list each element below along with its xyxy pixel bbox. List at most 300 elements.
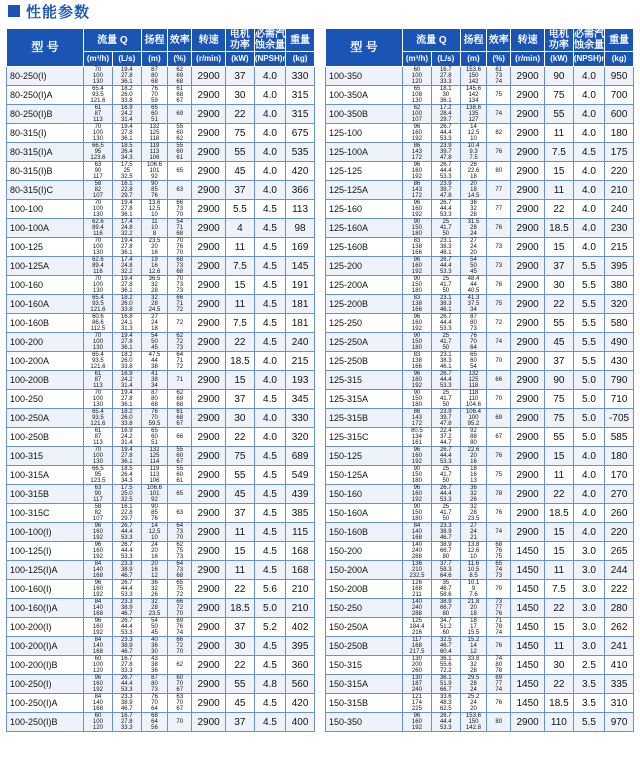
cell-model: 150-160 bbox=[326, 485, 403, 504]
cell-model: 100-350B bbox=[326, 105, 403, 124]
cell-e: 62 75 73 bbox=[168, 542, 192, 561]
header-npsh-unit: (NPSH)r bbox=[573, 52, 604, 67]
cell-s: 2900 bbox=[192, 542, 226, 561]
header-weight: 重量 bbox=[605, 29, 634, 52]
cell-e: 74 bbox=[487, 523, 511, 542]
cell-h: 41.3 37.5 34 bbox=[460, 295, 486, 314]
cell-q2: 26.7 44.4 53.3 bbox=[431, 314, 460, 333]
table-row bbox=[7, 200, 315, 219]
cell-s: 1450 bbox=[511, 542, 545, 561]
cell-model: 100-350 bbox=[326, 67, 403, 86]
cell-q1: 65.4 93.5 121.6 bbox=[84, 409, 113, 428]
cell-q1: 86 143 172 bbox=[403, 409, 432, 428]
cell-w: 335 bbox=[605, 675, 634, 694]
cell-n: 4.5 bbox=[254, 561, 285, 580]
cell-h: 36 32 28 bbox=[460, 200, 486, 219]
cell-h: 153.6 150 142.8 bbox=[460, 713, 486, 732]
cell-model: 125-200 bbox=[326, 257, 403, 276]
cell-q2: 26.7 44.4 53.3 bbox=[431, 713, 460, 732]
cell-q2: 26.7 44.4 53.3 bbox=[431, 124, 460, 143]
cell-s: 2900 bbox=[192, 580, 226, 599]
cell-model: 100-315C bbox=[7, 504, 84, 523]
table-row bbox=[7, 504, 315, 523]
cell-s: 2900 bbox=[192, 447, 226, 466]
cell-q1: 84 140 168 bbox=[403, 523, 432, 542]
table-row bbox=[326, 143, 634, 162]
cell-s: 2900 bbox=[192, 390, 226, 409]
header-eff-unit: (%) bbox=[487, 52, 511, 67]
cell-e: 55 60 61 bbox=[168, 143, 192, 162]
cell-n: 4.5 bbox=[254, 637, 285, 656]
header-flow-unit1: (m³/h) bbox=[84, 52, 113, 67]
cell-n: 4.0 bbox=[254, 371, 285, 390]
cell-w: 700 bbox=[605, 86, 634, 105]
cell-model: 125-315A bbox=[326, 390, 403, 409]
table-row bbox=[326, 466, 634, 485]
cell-e: 62 72 73 bbox=[168, 333, 192, 352]
cell-n: 4.5 bbox=[254, 466, 285, 485]
header-weight: 重量 bbox=[286, 29, 315, 52]
cell-w: 330 bbox=[286, 67, 315, 86]
page-title: 性能参数 bbox=[26, 2, 91, 21]
cell-n: 3.0 bbox=[573, 561, 604, 580]
cell-p: 30 bbox=[225, 409, 254, 428]
cell-q1: 65.4 93.5 121.6 bbox=[84, 352, 113, 371]
right-table bbox=[325, 28, 634, 732]
cell-e: 66 72 70 bbox=[168, 637, 192, 656]
cell-e: 76 bbox=[487, 143, 511, 162]
cell-model: 150-200 bbox=[326, 542, 403, 561]
cell-w: 210 bbox=[286, 599, 315, 618]
cell-e: 70 bbox=[168, 713, 192, 732]
cell-q2: 26.7 44.4 53.3 bbox=[431, 371, 460, 390]
cell-s: 1450 bbox=[511, 599, 545, 618]
cell-q1: 63 90 117 bbox=[84, 485, 113, 504]
cell-p: 15 bbox=[544, 238, 573, 257]
cell-h: 92 88 80 bbox=[460, 428, 486, 447]
cell-q1: 61 87 113 bbox=[84, 371, 113, 390]
cell-q1: 96 160 192 bbox=[84, 675, 113, 694]
cell-h: 65 60 54 bbox=[460, 352, 486, 371]
header-power: 电机功率 bbox=[225, 29, 254, 52]
cell-model: 80-315(I)A bbox=[7, 143, 84, 162]
cell-s: 2900 bbox=[192, 466, 226, 485]
cell-w: 970 bbox=[605, 713, 634, 732]
cell-e: 65 bbox=[168, 162, 192, 181]
cell-q1: 66.5 95 123.5 bbox=[84, 466, 113, 485]
cell-model: 125-160B bbox=[326, 238, 403, 257]
cell-s: 2900 bbox=[511, 390, 545, 409]
cell-e: 69 bbox=[487, 409, 511, 428]
cell-n: 4.0 bbox=[254, 428, 285, 447]
cell-q1: 65.4 93.5 121.6 bbox=[84, 295, 113, 314]
cell-q1: 84 140 168 bbox=[84, 694, 113, 713]
cell-model: 100-250(I)A bbox=[7, 694, 84, 713]
table-row bbox=[326, 580, 634, 599]
cell-s: 2900 bbox=[511, 67, 545, 86]
cell-w: 360 bbox=[286, 656, 315, 675]
table-row bbox=[326, 238, 634, 257]
cell-model: 125-125 bbox=[326, 162, 403, 181]
cell-s: 1450 bbox=[511, 637, 545, 656]
cell-s: 2900 bbox=[192, 67, 226, 86]
cell-s: 2900 bbox=[511, 371, 545, 390]
cell-w: 439 bbox=[286, 485, 315, 504]
cell-q2: 19.4 27.8 36.1 bbox=[112, 447, 141, 466]
table-row bbox=[326, 675, 634, 694]
cell-p: 45 bbox=[544, 333, 573, 352]
table-row bbox=[326, 428, 634, 447]
cell-q1: 65.4 93.5 121.6 bbox=[84, 86, 113, 105]
cell-e: 70 76 70 bbox=[168, 238, 192, 257]
cell-e: 65 74 73 bbox=[487, 561, 511, 580]
cell-n: 3.0 bbox=[573, 599, 604, 618]
table-row bbox=[7, 599, 315, 618]
cell-s: 2900 bbox=[192, 409, 226, 428]
cell-model: 125-160 bbox=[326, 200, 403, 219]
cell-p: 11 bbox=[225, 523, 254, 542]
cell-model: 150-315A bbox=[326, 675, 403, 694]
cell-h: 65 60 51 bbox=[141, 428, 167, 447]
cell-model: 100-100A bbox=[7, 219, 84, 238]
cell-w: 210 bbox=[286, 580, 315, 599]
cell-w: 315 bbox=[286, 105, 315, 124]
cell-model: 125-315 bbox=[326, 371, 403, 390]
cell-model: 80-250(I)A bbox=[7, 86, 84, 105]
cell-h: 11 10 8 bbox=[141, 219, 167, 238]
cell-q2: 18.2 26.0 33.8 bbox=[112, 352, 141, 371]
cell-q1: 70 100 130 bbox=[84, 333, 113, 352]
cell-q2: 17.4 24.8 32.2 bbox=[112, 257, 141, 276]
cell-q2: 26.7 44.4 53.3 bbox=[431, 447, 460, 466]
cell-w: 950 bbox=[605, 67, 634, 86]
cell-h: 27 24 18 bbox=[141, 314, 167, 333]
cell-s: 2900 bbox=[511, 200, 545, 219]
cell-n: 3.5 bbox=[573, 675, 604, 694]
cell-s: 1450 bbox=[511, 580, 545, 599]
cell-s: 1450 bbox=[511, 618, 545, 637]
cell-q1: 86 143 172 bbox=[403, 181, 432, 200]
cell-q1: 83 138 166 bbox=[403, 295, 432, 314]
cell-s: 2900 bbox=[192, 637, 226, 656]
cell-s: 2900 bbox=[511, 352, 545, 371]
cell-h: 10.4 9.3 7.5 bbox=[460, 143, 486, 162]
table-row bbox=[326, 523, 634, 542]
cell-n: 4.5 bbox=[254, 257, 285, 276]
header-speed-unit: (r/min) bbox=[192, 52, 226, 67]
cell-s: 2900 bbox=[192, 504, 226, 523]
cell-p: 11 bbox=[225, 561, 254, 580]
table-row bbox=[7, 466, 315, 485]
cell-h: 36 32 26 bbox=[141, 580, 167, 599]
cell-q2: 26.7 44.4 53.3 bbox=[112, 675, 141, 694]
cell-s: 2900 bbox=[511, 181, 545, 200]
table-row bbox=[326, 599, 634, 618]
cell-s: 2900 bbox=[511, 295, 545, 314]
cell-w: 168 bbox=[286, 561, 315, 580]
cell-e: 76 bbox=[487, 637, 511, 656]
cell-e: 77 bbox=[487, 181, 511, 200]
cell-p: 11 bbox=[544, 466, 573, 485]
table-row bbox=[7, 675, 315, 694]
cell-w: 215 bbox=[286, 352, 315, 371]
cell-n: 4.0 bbox=[254, 105, 285, 124]
cell-q1: 90 150 180 bbox=[403, 390, 432, 409]
cell-w: 169 bbox=[286, 238, 315, 257]
cell-e: 55 60 61 bbox=[168, 466, 192, 485]
cell-q1: 96 160 192 bbox=[403, 314, 432, 333]
cell-q2: 25 41.7 50 bbox=[431, 466, 460, 485]
cell-h: 43 38 36 bbox=[141, 656, 167, 675]
cell-e: 75 bbox=[487, 466, 511, 485]
cell-q2: 23.3 38.9 46.7 bbox=[112, 599, 141, 618]
cell-w: 240 bbox=[286, 333, 315, 352]
cell-model: 100-125A bbox=[7, 257, 84, 276]
cell-h: 13.6 12.5 10 bbox=[141, 200, 167, 219]
cell-p: 30 bbox=[544, 656, 573, 675]
cell-s: 2900 bbox=[511, 409, 545, 428]
cell-q2: 32.5 46.7 60.4 bbox=[431, 637, 460, 656]
cell-n: 5.5 bbox=[573, 276, 604, 295]
cell-q1: 90 150 180 bbox=[403, 276, 432, 295]
cell-s: 2900 bbox=[192, 257, 226, 276]
cell-e: 65 75 72 bbox=[168, 580, 192, 599]
cell-model: 100-200(I)A bbox=[7, 637, 84, 656]
cell-q1: 70 100 130 bbox=[84, 276, 113, 295]
cell-e: 73 77 76 bbox=[487, 599, 511, 618]
cell-q1: 70 100 130 bbox=[84, 124, 113, 143]
cell-n: 3.5 bbox=[573, 694, 604, 713]
cell-n: 4.5 bbox=[254, 656, 285, 675]
cell-model: 100-160 bbox=[7, 276, 84, 295]
table-row bbox=[326, 219, 634, 238]
cell-e: 69 77 74 bbox=[487, 675, 511, 694]
table-row bbox=[7, 276, 315, 295]
table-row bbox=[326, 637, 634, 656]
cell-p: 11 bbox=[544, 181, 573, 200]
cell-w: 180 bbox=[605, 447, 634, 466]
header-flow-unit2: (L/s) bbox=[431, 52, 460, 67]
cell-s: 2900 bbox=[192, 143, 226, 162]
cell-n: 4.5 bbox=[254, 542, 285, 561]
cell-p: 55 bbox=[225, 143, 254, 162]
cell-w: 222 bbox=[605, 580, 634, 599]
cell-s: 1450 bbox=[511, 656, 545, 675]
cell-n: 4.0 bbox=[254, 181, 285, 200]
cell-h: 76 70 64 bbox=[141, 694, 167, 713]
cell-q2: 16.7 27.8 33.3 bbox=[112, 656, 141, 675]
cell-h: 138.6 135 127 bbox=[460, 105, 486, 124]
cell-q2: 16.7 27.8 33.3 bbox=[112, 713, 141, 732]
cell-q2: 16.9 24.2 31.4 bbox=[112, 105, 141, 124]
cell-w: 220 bbox=[605, 523, 634, 542]
cell-h: 54 50 45 bbox=[141, 333, 167, 352]
table-row bbox=[326, 371, 634, 390]
cell-h: 106.4 100 95.2 bbox=[460, 409, 486, 428]
cell-s: 2900 bbox=[511, 504, 545, 523]
cell-h: 132 125 118 bbox=[141, 124, 167, 143]
cell-q1: 96 160 192 bbox=[403, 162, 432, 181]
cell-q1: 60 100 120 bbox=[84, 713, 113, 732]
cell-model: 125-200A bbox=[326, 276, 403, 295]
cell-model: 100-200A bbox=[7, 352, 84, 371]
cell-s: 2900 bbox=[192, 352, 226, 371]
cell-q1: 90 150 180 bbox=[403, 219, 432, 238]
cell-model: 100-160(I)A bbox=[7, 599, 84, 618]
cell-q1: 96 160 192 bbox=[403, 257, 432, 276]
cell-q1: 63 90 117 bbox=[84, 162, 113, 181]
cell-n: 4.0 bbox=[254, 352, 285, 371]
header-head: 扬程 bbox=[460, 29, 486, 52]
cell-q1: 125 184.4 216 bbox=[403, 618, 432, 637]
cell-q2: 35 46.7 58.6 bbox=[431, 580, 460, 599]
cell-w: 675 bbox=[286, 124, 315, 143]
cell-e: 66 71 72 bbox=[168, 295, 192, 314]
cell-e: 67 bbox=[487, 428, 511, 447]
cell-q2: 16.7 27.8 33.3 bbox=[431, 67, 460, 86]
cell-w: 244 bbox=[605, 561, 634, 580]
cell-p: 15 bbox=[544, 618, 573, 637]
cell-n: 4.0 bbox=[254, 124, 285, 143]
cell-e: 64 73 70 bbox=[168, 523, 192, 542]
cell-h: 54 50 45 bbox=[141, 618, 167, 637]
cell-w: 220 bbox=[605, 162, 634, 181]
table-row bbox=[7, 314, 315, 333]
cell-q1: 60 100 120 bbox=[403, 67, 432, 86]
cell-w: 549 bbox=[286, 466, 315, 485]
cell-p: 90 bbox=[544, 371, 573, 390]
cell-h: 25.2 24 20 bbox=[460, 694, 486, 713]
cell-s: 2900 bbox=[192, 523, 226, 542]
cell-p: 22 bbox=[225, 656, 254, 675]
cell-w: 600 bbox=[605, 105, 634, 124]
cell-q2: 18.2 26.0 33.8 bbox=[112, 295, 141, 314]
cell-w: 560 bbox=[286, 675, 315, 694]
cell-e: 71 bbox=[168, 371, 192, 390]
cell-q2: 33.6 48.3 62.5 bbox=[431, 694, 460, 713]
cell-s: 2900 bbox=[511, 485, 545, 504]
cell-model: 125-200B bbox=[326, 295, 403, 314]
cell-n: 4.0 bbox=[573, 105, 604, 124]
table-row bbox=[326, 276, 634, 295]
cell-q2: 26.7 44.4 53.3 bbox=[431, 257, 460, 276]
cell-model: 150-160A bbox=[326, 504, 403, 523]
header-model: 型 号 bbox=[326, 29, 403, 67]
cell-e: 60 70 67 bbox=[168, 675, 192, 694]
cell-p: 7.5 bbox=[225, 314, 254, 333]
cell-model: 150-200A bbox=[326, 561, 403, 580]
cell-s: 2900 bbox=[511, 333, 545, 352]
cell-h: 106.6 101 92 bbox=[141, 162, 167, 181]
cell-q1: 83 138 166 bbox=[403, 352, 432, 371]
cell-e: 75 bbox=[487, 295, 511, 314]
cell-e: 64 73 68 bbox=[168, 561, 192, 580]
cell-q2: 16.8 24.1 31.3 bbox=[112, 314, 141, 333]
cell-h: 27 24 20 bbox=[460, 238, 486, 257]
cell-model: 100-315 bbox=[7, 447, 84, 466]
cell-n: 5.0 bbox=[573, 409, 604, 428]
cell-p: 90 bbox=[544, 67, 573, 86]
table-row bbox=[326, 618, 634, 637]
cell-model: 150-200B bbox=[326, 580, 403, 599]
cell-model: 125-125A bbox=[326, 181, 403, 200]
cell-p: 30 bbox=[225, 86, 254, 105]
cell-n: 4.0 bbox=[573, 162, 604, 181]
cell-n: 4.5 bbox=[573, 143, 604, 162]
cell-w: 420 bbox=[286, 162, 315, 181]
cell-model: 100-200(I)B bbox=[7, 656, 84, 675]
cell-q1: 130 200 260 bbox=[403, 656, 432, 675]
cell-p: 22 bbox=[544, 485, 573, 504]
cell-e: 69 bbox=[168, 105, 192, 124]
cell-w: 181 bbox=[286, 295, 315, 314]
cell-p: 7.5 bbox=[225, 257, 254, 276]
table-row bbox=[7, 637, 315, 656]
cell-w: 180 bbox=[605, 124, 634, 143]
table-row bbox=[326, 485, 634, 504]
cell-q2: 38.9 66.7 80 bbox=[431, 599, 460, 618]
cell-p: 45 bbox=[225, 694, 254, 713]
cell-p: 11 bbox=[225, 295, 254, 314]
cell-e: 72 bbox=[168, 314, 192, 333]
cell-n: 4.5 bbox=[254, 504, 285, 523]
cell-n: 4.0 bbox=[254, 67, 285, 86]
cell-w: 402 bbox=[286, 618, 315, 637]
cell-w: 241 bbox=[605, 637, 634, 656]
cell-e: 70 bbox=[487, 352, 511, 371]
table-row bbox=[326, 86, 634, 105]
cell-q2: 19.4 27.8 36.1 bbox=[112, 200, 141, 219]
cell-model: 150-125A bbox=[326, 466, 403, 485]
cell-model: 100-160(I) bbox=[7, 580, 84, 599]
cell-h: 36 32 26 bbox=[460, 485, 486, 504]
cell-h: 76 70 59 bbox=[141, 86, 167, 105]
cell-s: 2900 bbox=[192, 314, 226, 333]
cell-q2: 26.7 44.4 53.3 bbox=[431, 162, 460, 181]
cell-n: 4.0 bbox=[254, 409, 285, 428]
cell-model: 125-160A bbox=[326, 219, 403, 238]
cell-e: 74 bbox=[487, 105, 511, 124]
cell-p: 18.5 bbox=[225, 599, 254, 618]
table-row bbox=[326, 200, 634, 219]
cell-h: 40 36 30 bbox=[141, 637, 167, 656]
header-power-unit: (kW) bbox=[225, 52, 254, 67]
cell-q2: 25 41.7 50 bbox=[431, 333, 460, 352]
header-npsh: 必需汽蚀余量 bbox=[573, 29, 604, 51]
cell-n: 4.0 bbox=[573, 466, 604, 485]
table-row bbox=[7, 238, 315, 257]
cell-e: 66 bbox=[487, 371, 511, 390]
cell-model: 80-315(I)B bbox=[7, 162, 84, 181]
cell-h: 21.8 20 18 bbox=[460, 599, 486, 618]
cell-s: 2900 bbox=[192, 276, 226, 295]
cell-q2: 17.2 28.4 29.7 bbox=[431, 105, 460, 124]
cell-n: 4.5 bbox=[254, 694, 285, 713]
cell-w: 262 bbox=[605, 618, 634, 637]
cell-n: 4.5 bbox=[254, 238, 285, 257]
cell-h: 36.5 32 28 bbox=[141, 276, 167, 295]
cell-model: 100-125 bbox=[7, 238, 84, 257]
table-row bbox=[7, 352, 315, 371]
header-eff-unit: (%) bbox=[168, 52, 192, 67]
cell-q1: 96 160 192 bbox=[403, 371, 432, 390]
cell-s: 2900 bbox=[192, 219, 226, 238]
cell-h: 41 38 34 bbox=[141, 371, 167, 390]
tables-container bbox=[6, 28, 634, 732]
cell-p: 15 bbox=[544, 447, 573, 466]
table-row bbox=[326, 314, 634, 333]
table-row bbox=[7, 295, 315, 314]
